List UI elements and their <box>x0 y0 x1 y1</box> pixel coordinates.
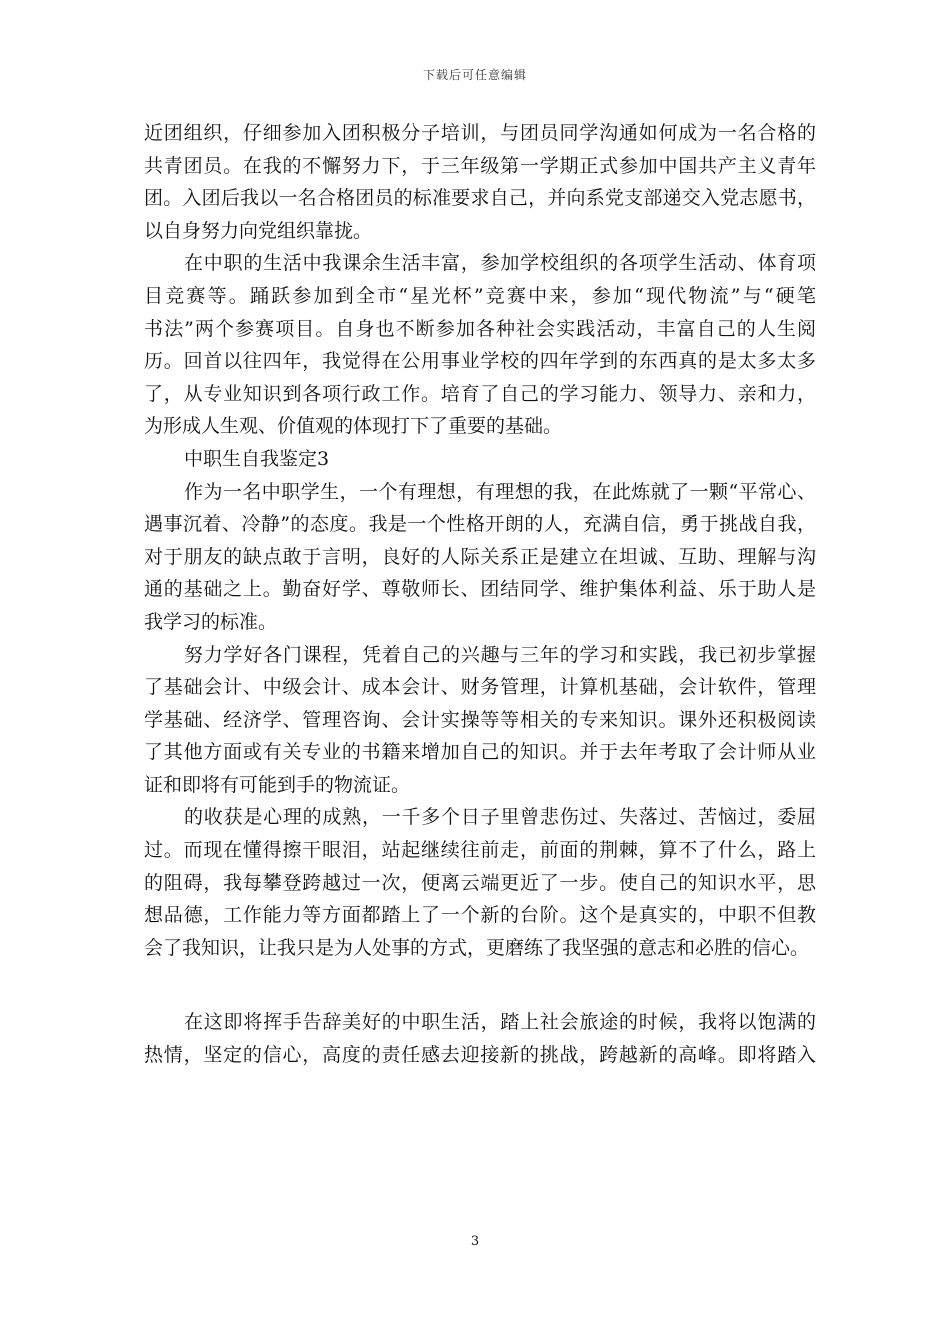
text-line: 努力学好各门课程，凭着自己的兴趣与三年的学习和实践，我已初步掌握 <box>184 643 816 666</box>
text-line: 想品德，工作能力等方面都踏上了一个新的台阶。这个是真实的，中职不但教 <box>144 904 816 927</box>
text-line: 热情，坚定的信心，高度的责任感去迎接新的挑战，跨越新的高峰。即将踏入 <box>144 1044 816 1067</box>
paragraph <box>144 247 816 443</box>
text-line: 了其他方面或有关专业的书籍来增加自己的知识。并于去年考取了会计师从业 <box>144 741 816 764</box>
text-line: 书法”两个参赛项目。自身也不断参加各种社会实践活动，丰富自己的人生阅 <box>144 317 816 340</box>
text-line: 的收获是心理的成熟，一千多个日子里曾悲伤过、失落过、苦恼过，委屈 <box>184 806 816 829</box>
section-title: 中职生自我鉴定3 <box>184 447 330 470</box>
text-line: 历。回首以往四年，我觉得在公用事业学校的四年学到的东西真的是太多太多 <box>144 350 816 373</box>
section-heading <box>144 443 816 476</box>
text-line: 的阻碍，我每攀登跨越过一次，便离云端更近了一步。使自己的知识水平，思 <box>144 871 816 894</box>
paragraph <box>144 801 816 964</box>
text-line: 会了我知识，让我只是为人处事的方式，更磨练了我坚强的意志和必胜的信心。 <box>144 936 810 959</box>
page-header: 下载后可任意编辑 <box>422 68 527 82</box>
text-line: 证和即将有可能到手的物流证。 <box>144 773 411 796</box>
text-line: 目竞赛等。踊跃参加到全市“星光杯”竞赛中来，参加“现代物流”与“硬笔 <box>144 284 816 307</box>
text-line: 了，从专业知识到各项行政工作。培育了自己的学习能力、领导力、亲和力， <box>144 382 816 405</box>
text-line: 了基础会计、中级会计、成本会计、财务管理，计算机基础，会计软件，管理 <box>144 676 816 699</box>
text-line: 团。入团后我以一名合格团员的标准要求自己，并向系党支部递交入党志愿书， <box>144 187 816 210</box>
paragraph <box>144 639 816 802</box>
text-line: 在中职的生活中我课余生活丰富，参加学校组织的各项学生活动、体育项 <box>184 252 816 275</box>
text-line: 以自身努力向党组织靠拢。 <box>144 219 373 242</box>
text-line: 过。而现在懂得擦干眼泪，站起继续往前走，前面的荆棘，算不了什么，路上 <box>144 839 816 862</box>
text-line: 通的基础之上。勤奋好学、尊敬师长、团结同学、维护集体利益、乐于助人是 <box>144 578 816 601</box>
text-line: 学基础、经济学、管理咨询、会计实操等等相关的专来知识。课外还积极阅读 <box>144 708 816 731</box>
page-number: 3 <box>470 1234 480 1249</box>
text-line: 共青团员。在我的不懈努力下，于三年级第一学期正式参加中国共产主义青年 <box>144 154 816 177</box>
paragraph <box>144 117 816 247</box>
text-line: 作为一名中职学生，一个有理想，有理想的我，在此炼就了一颗“平常心、 <box>184 480 816 503</box>
text-line: 对于朋友的缺点敢于言明，良好的人际关系正是建立在坦诚、互助、理解与沟 <box>144 545 816 568</box>
document-body <box>144 117 816 1072</box>
paragraph <box>144 476 816 639</box>
blank-line <box>144 964 816 1006</box>
text-line: 在这即将挥手告辞美好的中职生活，踏上社会旅途的时候，我将以饱满的 <box>184 1011 816 1034</box>
paragraph <box>144 1006 816 1071</box>
text-line: 遇事沉着、冷静”的态度。我是一个性格开朗的人，充满自信，勇于挑战自我， <box>144 513 816 536</box>
text-line: 我学习的标准。 <box>144 610 278 633</box>
text-line: 近团组织，仔细参加入团积极分子培训，与团员同学沟通如何成为一名合格的 <box>144 122 816 144</box>
text-line: 为形成人生观、价值观的体现打下了重要的基础。 <box>144 415 563 438</box>
